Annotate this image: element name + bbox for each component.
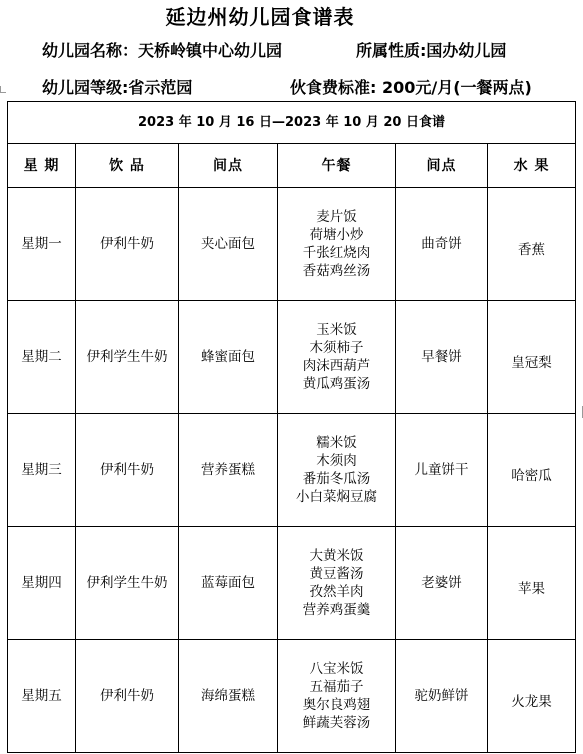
meal-fee-standard: 伙食费标准: 200元/月(一餐两点) xyxy=(290,78,532,97)
header-drink: 饮 品 xyxy=(76,144,179,188)
date-row xyxy=(8,102,576,144)
lunch-item: 营养鸡蛋羹 xyxy=(302,602,371,618)
drink-cell: 伊利学生牛奶 xyxy=(76,301,179,414)
fruit-cell xyxy=(488,414,576,527)
lunch-cell xyxy=(278,414,396,527)
lunch-item: 小白菜焖豆腐 xyxy=(296,489,377,505)
drink-cell: 伊利牛奶 xyxy=(76,414,179,527)
lunch-item: 肉沫西葫芦 xyxy=(302,358,371,374)
snack-am-cell: 夹心面包 xyxy=(179,188,278,301)
drink-cell: 伊利牛奶 xyxy=(76,640,179,753)
table-row xyxy=(8,301,576,414)
drink-cell: 伊利牛奶 xyxy=(76,188,179,301)
lunch-cell xyxy=(278,301,396,414)
kindergarten-nature: 所属性质:国办幼儿园 xyxy=(356,41,507,60)
lunch-item: 孜然羊肉 xyxy=(309,584,364,600)
page-title: 延边州幼儿园食谱表 xyxy=(165,5,355,29)
menu-table xyxy=(7,101,576,753)
fruit-text: 哈密瓜 xyxy=(511,468,552,484)
table-row xyxy=(8,640,576,753)
header-lunch: 午餐 xyxy=(278,144,396,188)
lunch-item: 鲜蔬芙蓉汤 xyxy=(302,715,371,731)
lunch-item: 大黄米饭 xyxy=(309,548,364,564)
paragraph-mark-left xyxy=(0,86,6,93)
fruit-text: 火龙果 xyxy=(511,694,552,710)
snack-am-cell: 海绵蛋糕 xyxy=(179,640,278,753)
lunch-item: 黄瓜鸡蛋汤 xyxy=(302,376,371,392)
lunch-item: 荷塘小炒 xyxy=(309,227,364,243)
lunch-item: 玉米饭 xyxy=(316,322,357,338)
header-fruit: 水 果 xyxy=(488,144,576,188)
header-snack-pm: 间点 xyxy=(396,144,488,188)
snack-pm-cell: 儿童饼干 xyxy=(396,414,488,527)
snack-am-cell: 蓝莓面包 xyxy=(179,527,278,640)
fruit-cell xyxy=(488,301,576,414)
day-cell: 星期四 xyxy=(8,527,76,640)
fruit-text: 香蕉 xyxy=(518,242,546,258)
kindergarten-name: 幼儿园名称：天桥岭镇中心幼儿园 xyxy=(42,41,283,60)
kindergarten-level: 幼儿园等级:省示范园 xyxy=(42,78,193,97)
lunch-cell xyxy=(278,527,396,640)
header-day: 星 期 xyxy=(8,144,76,188)
table-row xyxy=(8,414,576,527)
lunch-item: 八宝米饭 xyxy=(309,661,364,677)
lunch-item: 黄豆酱汤 xyxy=(309,566,364,582)
snack-pm-cell: 曲奇饼 xyxy=(396,188,488,301)
lunch-cell xyxy=(278,188,396,301)
header-row xyxy=(8,144,576,188)
fruit-cell xyxy=(488,640,576,753)
lunch-item: 麦片饭 xyxy=(316,209,357,225)
lunch-item: 糯米饭 xyxy=(316,435,357,451)
lunch-item: 奥尔良鸡翅 xyxy=(302,697,371,713)
lunch-item: 番茄冬瓜汤 xyxy=(302,471,371,487)
fruit-cell xyxy=(488,188,576,301)
day-cell: 星期二 xyxy=(8,301,76,414)
lunch-item: 木须肉 xyxy=(316,453,357,469)
lunch-item: 千张红烧肉 xyxy=(302,245,371,261)
day-cell: 星期五 xyxy=(8,640,76,753)
fruit-cell xyxy=(488,527,576,640)
snack-pm-cell: 老婆饼 xyxy=(396,527,488,640)
snack-pm-cell: 驼奶鲜饼 xyxy=(396,640,488,753)
day-cell: 星期一 xyxy=(8,188,76,301)
fruit-text: 皇冠梨 xyxy=(511,355,552,371)
table-row xyxy=(8,188,576,301)
snack-am-cell: 营养蛋糕 xyxy=(179,414,278,527)
fruit-text: 苹果 xyxy=(518,581,546,597)
table-row xyxy=(8,527,576,640)
snack-pm-cell: 早餐饼 xyxy=(396,301,488,414)
lunch-item: 木须柿子 xyxy=(309,340,364,356)
paragraph-mark-right xyxy=(579,406,583,418)
drink-cell: 伊利学生牛奶 xyxy=(76,527,179,640)
date-range: 2023 年 10 月 16 日—2023 年 10 月 20 日食谱 xyxy=(8,102,576,144)
lunch-item: 五福茄子 xyxy=(309,679,364,695)
lunch-item: 香菇鸡丝汤 xyxy=(302,263,371,279)
header-snack-am: 间点 xyxy=(179,144,278,188)
day-cell: 星期三 xyxy=(8,414,76,527)
snack-am-cell: 蜂蜜面包 xyxy=(179,301,278,414)
lunch-cell xyxy=(278,640,396,753)
